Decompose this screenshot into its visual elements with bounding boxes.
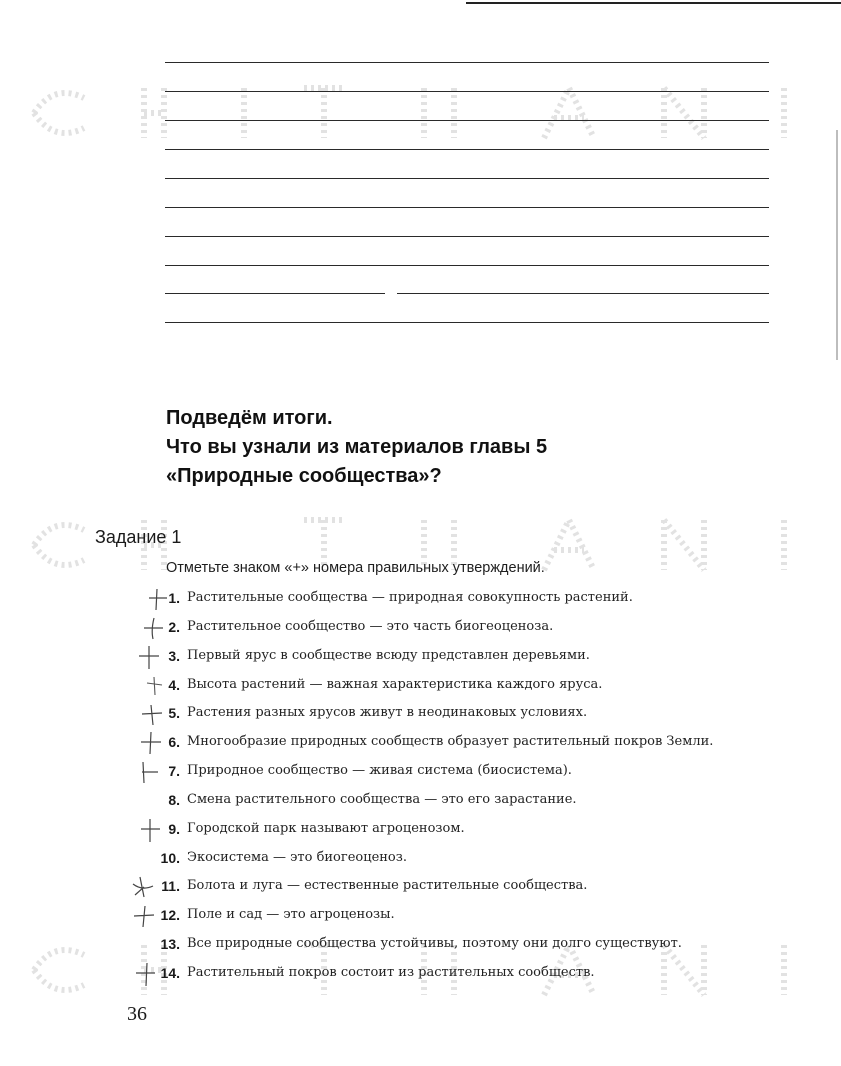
writing-line: [165, 62, 769, 63]
statement-number: 8.: [168, 791, 180, 808]
statement-item[interactable]: [0, 789, 841, 818]
statement-list: [0, 587, 841, 991]
statement-item[interactable]: [0, 587, 841, 616]
statement-text: Природное сообщество — живая система (биосистема).: [187, 763, 572, 779]
statement-text: Болота и луга — естественные растительные сообщества.: [187, 878, 588, 894]
statement-number: 10.: [160, 849, 180, 866]
statement-number: 4.: [168, 676, 180, 693]
statement-text: Поле и сад — это агроценозы.: [187, 907, 395, 923]
statement-item[interactable]: [0, 875, 841, 904]
page-number: 36: [127, 1003, 147, 1025]
statement-number: 5.: [168, 705, 180, 722]
statement-number: 13.: [160, 936, 180, 953]
writing-line: [165, 178, 769, 179]
statement-text: Все природные сообщества устойчивы, поэтому они долго существуют.: [187, 936, 682, 952]
statement-item[interactable]: [0, 847, 841, 876]
task-instruction: Отметьте знаком «+» номера правильных утверждений.: [166, 560, 545, 576]
writing-line: [165, 149, 769, 150]
statement-text: Многообразие природных сообществ образует растительный покров Земли.: [187, 734, 714, 750]
statement-number: 2.: [168, 618, 180, 635]
summary-title-line-1: Подведём итоги.: [166, 407, 333, 429]
writing-lines: [165, 62, 769, 332]
statement-number: 14.: [160, 964, 180, 981]
handwritten-plus-mark: [133, 904, 155, 928]
writing-line: [165, 91, 769, 92]
statement-item[interactable]: [0, 616, 841, 645]
handwritten-plus-mark: [141, 702, 163, 726]
statement-item[interactable]: [0, 904, 841, 933]
handwritten-plus-mark: [140, 731, 162, 755]
statement-number: 7.: [168, 763, 180, 780]
writing-line: [397, 293, 769, 294]
statement-text: Городской парк называют агроценозом.: [187, 820, 465, 836]
writing-line: [165, 265, 769, 266]
statement-text: Растения разных ярусов живут в неодинаковых условиях.: [187, 705, 588, 721]
statement-number: 1.: [168, 590, 180, 606]
statement-number: 9.: [168, 820, 180, 837]
statement-item[interactable]: [0, 818, 841, 847]
statement-item[interactable]: [0, 731, 841, 760]
statement-item[interactable]: [0, 702, 841, 731]
statement-number: 3.: [168, 647, 180, 664]
writing-line: [165, 322, 769, 323]
statement-text: Растительный покров состоит из растительных сообществ.: [187, 964, 595, 980]
statement-number: 11.: [161, 878, 180, 895]
statement-number: 12.: [160, 907, 180, 924]
writing-line: [165, 207, 769, 208]
task-heading: Задание 1: [95, 527, 182, 547]
statement-item[interactable]: [0, 645, 841, 674]
statement-text: Смена растительного сообщества — это его зарастание.: [187, 791, 577, 807]
statement-item[interactable]: [0, 933, 841, 962]
handwritten-plus-mark: [138, 645, 160, 669]
handwritten-plus-mark: [132, 875, 154, 899]
statement-item[interactable]: [0, 962, 841, 991]
summary-title-line-3: «Природные сообщества»?: [166, 465, 442, 487]
statement-text: Растительные сообщества — природная совокупность растений.: [187, 590, 633, 605]
statement-item[interactable]: [0, 674, 841, 703]
handwritten-plus-mark: [135, 962, 157, 986]
statement-item[interactable]: [0, 760, 841, 789]
writing-line: [165, 293, 385, 294]
statement-text: Экосистема — это биогеоценоз.: [187, 849, 407, 865]
statement-text: Растительное сообщество — это часть биогеоценоза.: [187, 618, 554, 634]
top-rule: [466, 2, 841, 4]
writing-line: [165, 236, 769, 237]
handwritten-plus-mark: [147, 587, 169, 611]
summary-title: [166, 404, 726, 491]
statement-number: 6.: [168, 734, 180, 751]
statement-text: Первый ярус в сообществе всюду представлен деревьями.: [187, 647, 590, 663]
writing-line: [165, 120, 769, 121]
handwritten-plus-mark: [143, 616, 165, 640]
handwritten-plus-mark: [140, 818, 162, 842]
summary-title-line-2: Что вы узнали из материалов главы 5: [166, 436, 548, 458]
handwritten-plus-mark: [137, 760, 159, 784]
statement-text: Высота растений — важная характеристика каждого яруса.: [187, 676, 603, 692]
handwritten-plus-mark: [144, 674, 166, 698]
page-edge-mark: [836, 130, 838, 360]
